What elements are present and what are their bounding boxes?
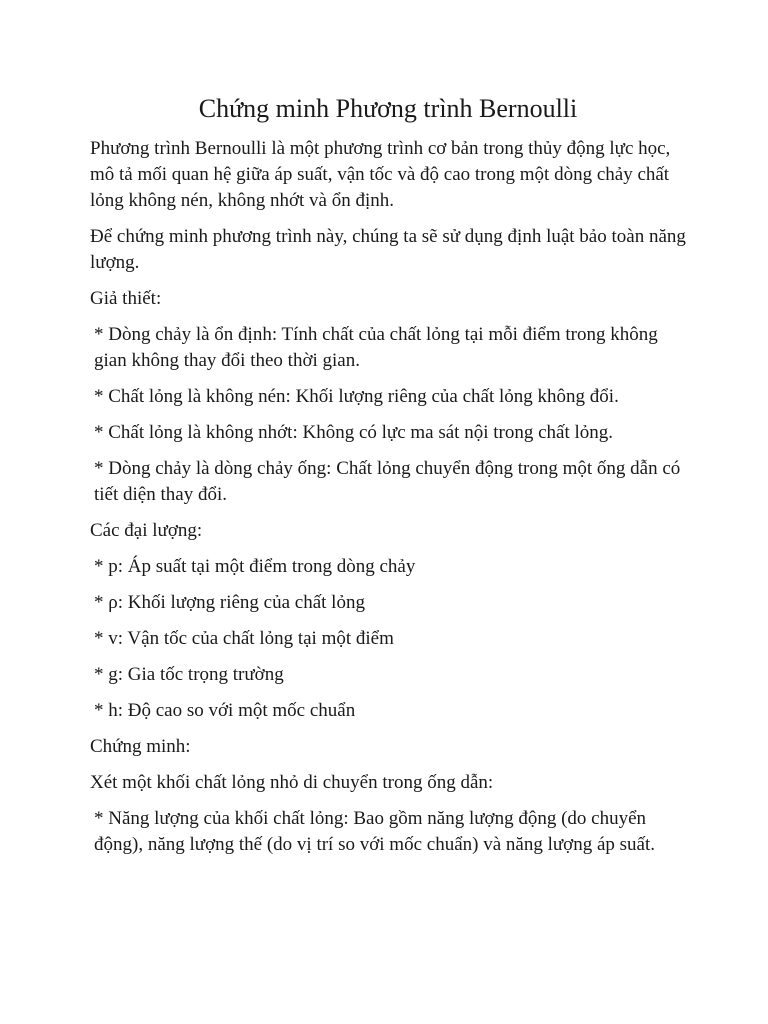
assumption-item: * Chất lỏng là không nén: Khối lượng riêng của chất lỏng không đổi.: [94, 386, 619, 407]
assumption-item: * Dòng chảy là ổn định: Tính chất của chất lỏng tại mỗi điểm trong không gian không thay đổi theo thời gian.: [94, 324, 658, 371]
assumption-item: * Dòng chảy là dòng chảy ống: Chất lỏng chuyển động trong một ống dẫn có tiết diện thay đổi.: [94, 458, 681, 505]
quantities-heading: Các đại lượng:: [90, 520, 203, 541]
quantity-item: * h: Độ cao so với một mốc chuẩn: [94, 700, 356, 721]
document-title: Chứng minh Phương trình Bernoulli: [198, 94, 578, 123]
document-page: [90, 92, 686, 868]
proof-intro: Xét một khối chất lỏng nhỏ di chuyển trong ống dẫn:: [90, 772, 494, 793]
proof-point: * Năng lượng của khối chất lỏng: Bao gồm năng lượng động (do chuyển động), năng lượng thế (do vị trí so với mốc chuẩn) và năng lượng áp suất.: [94, 808, 655, 855]
quantity-item: * ρ: Khối lượng riêng của chất lỏng: [94, 592, 365, 613]
quantity-item: * v: Vận tốc của chất lỏng tại một điểm: [94, 628, 394, 649]
assumptions-heading: Giả thiết:: [90, 288, 162, 309]
proof-heading: Chứng minh:: [90, 736, 191, 757]
quantity-item: * g: Gia tốc trọng trường: [94, 664, 284, 685]
intro-paragraph: Phương trình Bernoulli là một phương trình cơ bản trong thủy động lực học, mô tả mối quan hệ giữa áp suất, vận tốc và độ cao trong một dòng chảy chất lỏng không nén, không nhớt và ổn định.: [90, 138, 671, 211]
quantity-item: * p: Áp suất tại một điểm trong dòng chảy: [94, 556, 416, 577]
assumption-item: * Chất lỏng là không nhớt: Không có lực ma sát nội trong chất lỏng.: [94, 422, 614, 443]
approach-paragraph: Để chứng minh phương trình này, chúng ta sẽ sử dụng định luật bảo toàn năng lượng.: [90, 226, 686, 273]
